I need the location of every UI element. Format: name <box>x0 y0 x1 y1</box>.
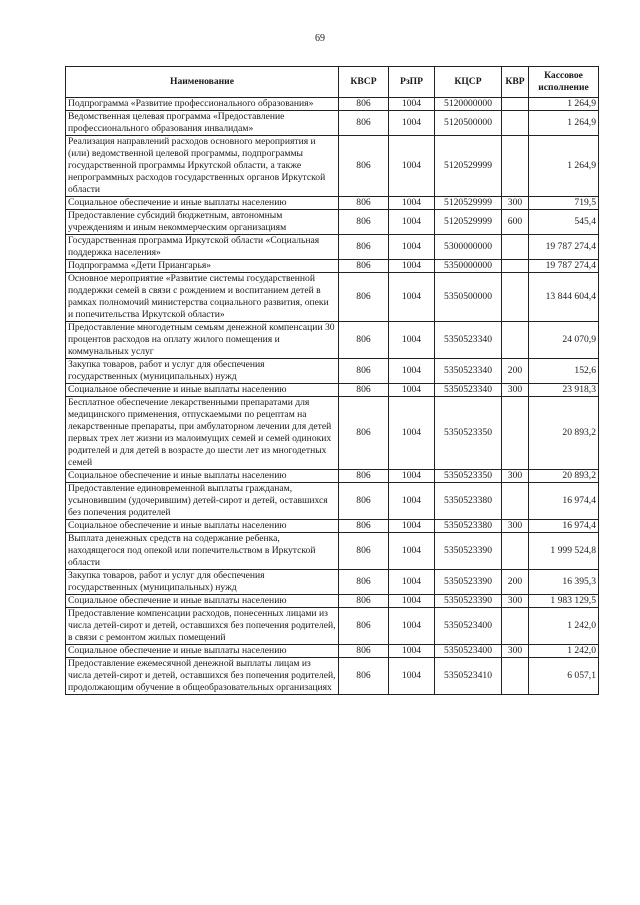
row-name-cell: Предоставление субсидий бюджетным, автономным учреждениям и иным некоммерческим организациям <box>66 210 339 235</box>
row-kvr-cell: 300 <box>502 384 529 397</box>
row-kcsr-cell: 5120529999 <box>435 210 502 235</box>
row-name-cell: Социальное обеспечение и иные выплаты населению <box>66 197 339 210</box>
row-rzpr-cell: 1004 <box>389 359 435 384</box>
row-rzpr-cell: 1004 <box>389 520 435 533</box>
row-kcsr-cell: 5120529999 <box>435 136 502 197</box>
row-kvsr-cell: 806 <box>339 520 389 533</box>
table-row <box>66 595 599 608</box>
row-rzpr-cell: 1004 <box>389 658 435 695</box>
row-kcsr-cell: 5350523400 <box>435 645 502 658</box>
row-rzpr-cell: 1004 <box>389 136 435 197</box>
table-row <box>66 520 599 533</box>
row-name-cell: Государственная программа Иркутской области «Социальная поддержка населения» <box>66 235 339 260</box>
table-row <box>66 658 599 695</box>
table-row <box>66 645 599 658</box>
header-rzpr: РзПР <box>389 67 435 98</box>
row-kvsr-cell: 806 <box>339 384 389 397</box>
header-amount: Кассовое исполнение <box>529 67 599 98</box>
row-kvr-cell: 300 <box>502 470 529 483</box>
table-row <box>66 359 599 384</box>
page-number: 69 <box>315 33 325 44</box>
table-body <box>66 98 599 695</box>
row-kcsr-cell: 5350523390 <box>435 533 502 570</box>
row-kvsr-cell: 806 <box>339 595 389 608</box>
row-rzpr-cell: 1004 <box>389 608 435 645</box>
row-name-cell: Закупка товаров, работ и услуг для обеспечения государственных (муниципальных) нужд <box>66 359 339 384</box>
row-amount-cell: 1 983 129,5 <box>529 595 599 608</box>
row-kcsr-cell: 5350500000 <box>435 273 502 322</box>
table-row <box>66 322 599 359</box>
row-kvsr-cell: 806 <box>339 98 389 111</box>
row-kvsr-cell: 806 <box>339 658 389 695</box>
row-kcsr-cell: 5350523350 <box>435 470 502 483</box>
row-amount-cell: 13 844 604,4 <box>529 273 599 322</box>
row-name-cell: Основное мероприятие «Развитие системы государственной поддержки семей в связи с рождением и воспитанием детей в рамках полномочий министерства социального развития, опеки и попечительства Иркутской области» <box>66 273 339 322</box>
row-amount-cell: 16 395,3 <box>529 570 599 595</box>
row-kvsr-cell: 806 <box>339 533 389 570</box>
table-row <box>66 470 599 483</box>
row-name-cell: Социальное обеспечение и иные выплаты населению <box>66 645 339 658</box>
row-amount-cell: 24 070,9 <box>529 322 599 359</box>
row-name-cell: Выплата денежных средств на содержание ребенка, находящегося под опекой или попечительством в Иркутской области <box>66 533 339 570</box>
table-row <box>66 260 599 273</box>
row-kvr-cell <box>502 533 529 570</box>
table-row <box>66 570 599 595</box>
row-kvr-cell <box>502 483 529 520</box>
table-row <box>66 397 599 470</box>
budget-execution-table <box>65 66 599 695</box>
row-name-cell: Предоставление многодетным семьям денежной компенсации 30 процентов расходов на оплату жилого помещения и коммунальных услуг <box>66 322 339 359</box>
row-kvr-cell <box>502 235 529 260</box>
row-kvsr-cell: 806 <box>339 273 389 322</box>
row-name-cell: Социальное обеспечение и иные выплаты населению <box>66 384 339 397</box>
row-amount-cell: 1 999 524,8 <box>529 533 599 570</box>
table-row <box>66 533 599 570</box>
row-amount-cell: 20 893,2 <box>529 470 599 483</box>
row-kcsr-cell: 5350000000 <box>435 260 502 273</box>
header-kcsr: КЦСР <box>435 67 502 98</box>
row-kvsr-cell: 806 <box>339 111 389 136</box>
row-kcsr-cell: 5120000000 <box>435 98 502 111</box>
row-name-cell: Предоставление ежемесячной денежной выплаты лицам из числа детей-сирот и детей, оставшихся без попечения родителей, продолжающим обучение в общеобразовательных организациях <box>66 658 339 695</box>
row-kcsr-cell: 5350523350 <box>435 397 502 470</box>
row-kvr-cell <box>502 322 529 359</box>
row-amount-cell: 1 264,9 <box>529 136 599 197</box>
row-kcsr-cell: 5350523410 <box>435 658 502 695</box>
row-kvr-cell <box>502 658 529 695</box>
row-name-cell: Социальное обеспечение и иные выплаты населению <box>66 470 339 483</box>
row-amount-cell: 1 264,9 <box>529 98 599 111</box>
row-kvr-cell: 300 <box>502 595 529 608</box>
table-row <box>66 608 599 645</box>
row-amount-cell: 20 893,2 <box>529 397 599 470</box>
row-rzpr-cell: 1004 <box>389 210 435 235</box>
table-row <box>66 210 599 235</box>
row-kvr-cell: 200 <box>502 359 529 384</box>
table-row <box>66 136 599 197</box>
row-kcsr-cell: 5120529999 <box>435 197 502 210</box>
row-name-cell: Предоставление компенсации расходов, понесенных лицами из числа детей-сирот и детей, оставшихся без попечения родителей, в связи с ремонтом жилых помещений <box>66 608 339 645</box>
row-rzpr-cell: 1004 <box>389 322 435 359</box>
row-kvsr-cell: 806 <box>339 397 389 470</box>
row-kvr-cell <box>502 608 529 645</box>
row-name-cell: Ведомственная целевая программа «Предоставление профессионального образования инвалидам» <box>66 111 339 136</box>
row-amount-cell: 1 264,9 <box>529 111 599 136</box>
row-kvsr-cell: 806 <box>339 570 389 595</box>
row-amount-cell: 19 787 274,4 <box>529 260 599 273</box>
row-amount-cell: 19 787 274,4 <box>529 235 599 260</box>
row-kvr-cell <box>502 98 529 111</box>
table-row <box>66 98 599 111</box>
row-kvr-cell <box>502 111 529 136</box>
table-header-row <box>66 67 599 98</box>
row-rzpr-cell: 1004 <box>389 483 435 520</box>
table-row <box>66 384 599 397</box>
row-kvsr-cell: 806 <box>339 136 389 197</box>
row-kvsr-cell: 806 <box>339 260 389 273</box>
row-name-cell: Подпрограмма «Дети Приангарья» <box>66 260 339 273</box>
row-kvsr-cell: 806 <box>339 322 389 359</box>
row-rzpr-cell: 1004 <box>389 111 435 136</box>
header-kvr: КВР <box>502 67 529 98</box>
row-kvsr-cell: 806 <box>339 359 389 384</box>
row-name-cell: Реализация направлений расходов основного мероприятия и (или) ведомственной целевой программы, подпрограммы государственной программы Иркутской области, а также непрограммных расходов государственных органов Иркутской области <box>66 136 339 197</box>
header-kvsr: КВСР <box>339 67 389 98</box>
row-rzpr-cell: 1004 <box>389 570 435 595</box>
row-rzpr-cell: 1004 <box>389 273 435 322</box>
row-name-cell: Предоставление единовременной выплаты гражданам, усыновившим (удочерившим) детей-сирот и детей, оставшихся без попечения родителей <box>66 483 339 520</box>
row-kvsr-cell: 806 <box>339 608 389 645</box>
row-amount-cell: 6 057,1 <box>529 658 599 695</box>
row-kvr-cell: 300 <box>502 645 529 658</box>
row-rzpr-cell: 1004 <box>389 470 435 483</box>
row-kvr-cell <box>502 273 529 322</box>
row-kcsr-cell: 5350523390 <box>435 570 502 595</box>
table-row <box>66 197 599 210</box>
row-kvr-cell <box>502 136 529 197</box>
table-row <box>66 483 599 520</box>
row-rzpr-cell: 1004 <box>389 645 435 658</box>
row-kvsr-cell: 806 <box>339 235 389 260</box>
row-kvsr-cell: 806 <box>339 645 389 658</box>
row-kvr-cell: 200 <box>502 570 529 595</box>
table-row <box>66 235 599 260</box>
table-row <box>66 273 599 322</box>
row-name-cell: Социальное обеспечение и иные выплаты населению <box>66 595 339 608</box>
row-name-cell: Подпрограмма «Развитие профессионального образования» <box>66 98 339 111</box>
row-amount-cell: 16 974,4 <box>529 483 599 520</box>
row-rzpr-cell: 1004 <box>389 384 435 397</box>
row-kvr-cell: 300 <box>502 197 529 210</box>
row-kcsr-cell: 5350523340 <box>435 384 502 397</box>
row-rzpr-cell: 1004 <box>389 98 435 111</box>
row-rzpr-cell: 1004 <box>389 397 435 470</box>
row-rzpr-cell: 1004 <box>389 595 435 608</box>
row-amount-cell: 545,4 <box>529 210 599 235</box>
row-kcsr-cell: 5350523400 <box>435 608 502 645</box>
row-name-cell: Закупка товаров, работ и услуг для обеспечения государственных (муниципальных) нужд <box>66 570 339 595</box>
row-kvr-cell <box>502 260 529 273</box>
header-name: Наименование <box>66 67 339 98</box>
row-amount-cell: 152,6 <box>529 359 599 384</box>
row-amount-cell: 1 242,0 <box>529 645 599 658</box>
row-rzpr-cell: 1004 <box>389 260 435 273</box>
row-rzpr-cell: 1004 <box>389 197 435 210</box>
row-name-cell: Социальное обеспечение и иные выплаты населению <box>66 520 339 533</box>
row-kvsr-cell: 806 <box>339 197 389 210</box>
row-kvr-cell <box>502 397 529 470</box>
row-kvsr-cell: 806 <box>339 470 389 483</box>
row-kcsr-cell: 5350523380 <box>435 520 502 533</box>
row-kvsr-cell: 806 <box>339 483 389 520</box>
row-kcsr-cell: 5350523340 <box>435 322 502 359</box>
row-rzpr-cell: 1004 <box>389 533 435 570</box>
row-kcsr-cell: 5300000000 <box>435 235 502 260</box>
row-kcsr-cell: 5350523340 <box>435 359 502 384</box>
row-kvr-cell: 300 <box>502 520 529 533</box>
row-kcsr-cell: 5350523390 <box>435 595 502 608</box>
row-rzpr-cell: 1004 <box>389 235 435 260</box>
row-amount-cell: 23 918,3 <box>529 384 599 397</box>
row-amount-cell: 16 974,4 <box>529 520 599 533</box>
table-row <box>66 111 599 136</box>
row-amount-cell: 719,5 <box>529 197 599 210</box>
row-kcsr-cell: 5120500000 <box>435 111 502 136</box>
row-kcsr-cell: 5350523380 <box>435 483 502 520</box>
row-kvr-cell: 600 <box>502 210 529 235</box>
row-kvsr-cell: 806 <box>339 210 389 235</box>
row-amount-cell: 1 242,0 <box>529 608 599 645</box>
row-name-cell: Бесплатное обеспечение лекарственными препаратами для медицинского применения, отпускаемыми по рецептам на лекарственные препараты, при амбулаторном лечении для детей первых трех лет жизни из малоимущих семей и семей одиноких родителей и для детей в возрасте до шести лет из многодетных семей <box>66 397 339 470</box>
